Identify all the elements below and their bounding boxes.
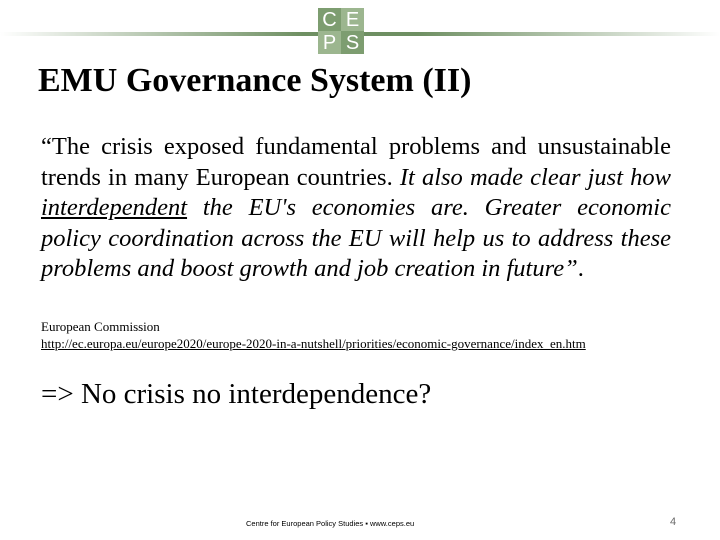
ceps-logo <box>318 8 364 54</box>
slide-title: EMU Governance System (II) <box>38 62 472 99</box>
logo-letter-s: S <box>341 31 364 54</box>
question-line: => No crisis no interdependence? <box>41 378 432 410</box>
quote-underlined-word: interdependent <box>41 194 188 221</box>
footer-text: Centre for European Policy Studies ▪ www.ceps.eu <box>246 519 415 528</box>
quote-end: . <box>577 255 584 282</box>
quote-text-italic: It also made clear just how interdependent the EU's economies are. Greater economic policy coordination across the EU will help us to address these problems and boost growth and job creation in future” <box>41 163 671 282</box>
source-name: European Commission <box>41 319 160 334</box>
page-number: 4 <box>670 516 677 528</box>
source-citation <box>41 318 586 352</box>
logo-letter-c: C <box>318 8 341 31</box>
source-link[interactable]: http://ec.europa.eu/europe2020/europe-2020-in-a-nutshell/priorities/economic-governance/index_en.htm <box>41 336 586 351</box>
quote-block <box>41 132 671 285</box>
logo-letter-p: P <box>318 31 341 54</box>
logo-letter-e: E <box>341 8 364 31</box>
quote-text-intro: “The crisis exposed fundamental problems and unsustainable trends in many European countries. <box>41 133 671 191</box>
